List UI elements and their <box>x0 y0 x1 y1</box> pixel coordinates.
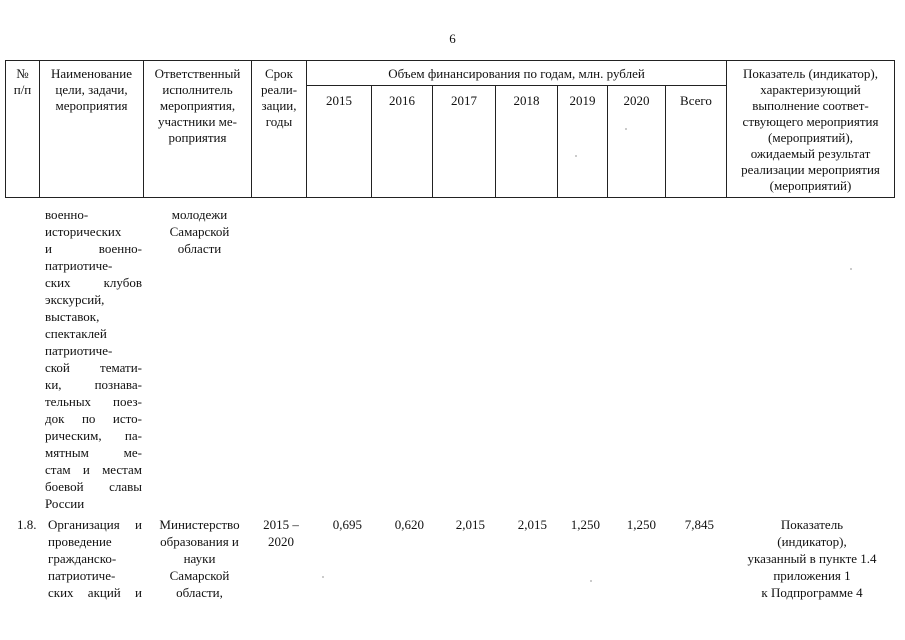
row-indicator <box>727 516 897 601</box>
header-year: 2020 <box>623 93 650 108</box>
row-term <box>254 516 308 550</box>
text-line: проведение <box>48 534 112 549</box>
text-line: ских клубов <box>45 275 142 290</box>
header-executor: Ответственный исполнитель мероприятия, участники ме- роприятия <box>154 66 241 145</box>
text-line: патриотиче- <box>45 343 113 358</box>
page-number: 6 <box>449 31 456 46</box>
value-2019: 1,250 <box>570 517 600 532</box>
scan-speck <box>590 580 592 582</box>
funding-subheader-line <box>306 85 726 86</box>
header-bottom-border <box>5 197 895 198</box>
text-line: приложения 1 <box>773 568 851 583</box>
header-top-border <box>5 60 895 61</box>
row-executor <box>146 516 253 601</box>
text-line: патриотиче- <box>45 258 113 273</box>
text-line: рическим, па- <box>45 428 142 443</box>
scan-speck <box>850 268 852 270</box>
text-line: (индикатор), <box>777 534 847 549</box>
value-2017: 2,015 <box>455 517 485 532</box>
header-year: 2017 <box>451 93 477 108</box>
text-line: молодежи <box>171 207 228 222</box>
col-border <box>894 60 895 198</box>
text-line: Министерство <box>159 517 240 532</box>
text-line: Самарской <box>169 568 230 583</box>
row-name <box>48 516 142 601</box>
header-year: 2016 <box>389 93 415 108</box>
text-line: стам и местам <box>45 462 142 477</box>
text-line: образования и <box>160 534 239 549</box>
text-line: военно- <box>45 207 89 222</box>
text-line: ских акций и <box>48 585 142 600</box>
text-line: Организация и <box>48 517 142 532</box>
value-2020: 1,250 <box>626 517 656 532</box>
text-line: ки, познава- <box>45 377 142 392</box>
text-line: 2015 – <box>263 517 299 532</box>
text-line: ской темати- <box>45 360 142 375</box>
continuation-executor <box>146 206 253 257</box>
scan-speck <box>575 155 577 157</box>
text-line: области, <box>176 585 223 600</box>
text-line: Самарской <box>169 224 230 239</box>
text-line: Показатель <box>780 517 844 532</box>
text-line: спектаклей <box>45 326 107 341</box>
text-line: док по исто- <box>45 411 142 426</box>
text-line: указанный в пункте 1.4 <box>747 551 877 566</box>
text-line: 2020 <box>268 534 294 549</box>
text-line: к Подпрограмме 4 <box>761 585 863 600</box>
text-line: исторических <box>45 224 122 239</box>
text-line: экскурсий, <box>45 292 105 307</box>
header-indicator: Показатель (индикатор), характеризующий выполнение соответ- ствующего мероприятия (мероприятий), ожидаемый результат реализации мероприятия (мероприятий) <box>741 66 880 193</box>
text-line: науки <box>183 551 216 566</box>
header-num: № п/п <box>13 66 32 97</box>
header-year: 2018 <box>513 93 540 108</box>
scan-speck <box>625 128 627 130</box>
text-line: патриотиче- <box>48 568 116 583</box>
header-year: 2019 <box>569 93 596 108</box>
text-line: боевой славы <box>45 479 142 494</box>
header-year: 2015 <box>326 93 352 108</box>
continuation-name <box>45 206 142 512</box>
table-header <box>5 60 895 198</box>
value-2015: 0,695 <box>332 517 362 532</box>
header-name: Наименование цели, задачи, мероприятия <box>51 66 132 113</box>
scan-speck <box>322 576 324 578</box>
text-line: и военно- <box>45 241 142 256</box>
text-line: выставок, <box>45 309 100 324</box>
text-line: гражданско- <box>48 551 117 566</box>
text-line: области <box>177 241 222 256</box>
header-year-total: Всего <box>680 93 712 108</box>
text-line: мятным ме- <box>45 445 142 460</box>
row-number: 1.8. <box>17 517 37 532</box>
value-total: 7,845 <box>684 517 714 532</box>
header-funding: Объем финансирования по годам, млн. рублей <box>388 66 645 81</box>
text-line: России <box>45 496 85 511</box>
value-2018: 2,015 <box>517 517 547 532</box>
text-line: тельных поез- <box>45 394 142 409</box>
value-2016: 0,620 <box>394 517 424 532</box>
header-term: Срок реали- зации, годы <box>260 66 298 129</box>
